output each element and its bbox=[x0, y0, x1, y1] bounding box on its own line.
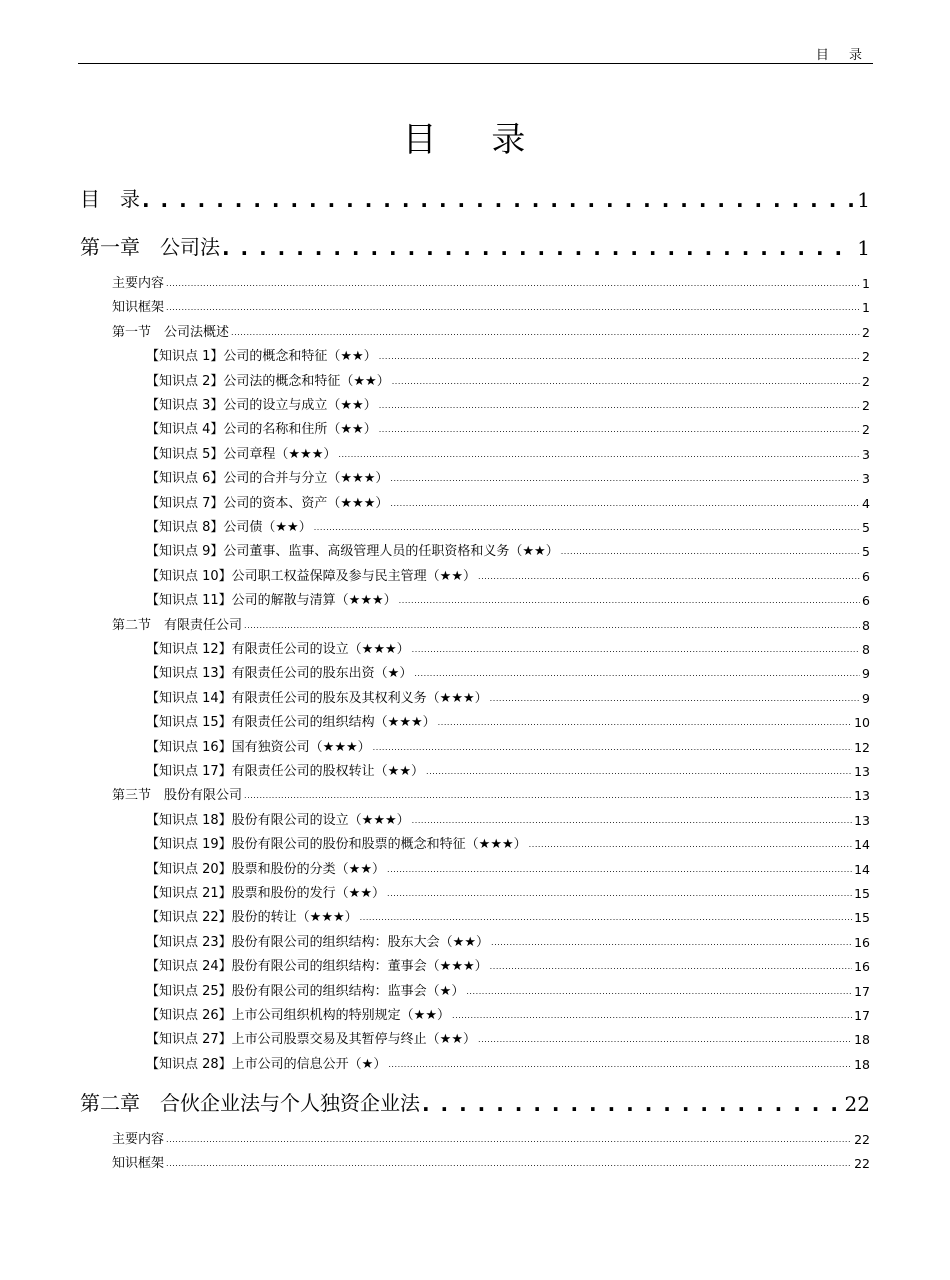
toc-page-number: 4 bbox=[862, 495, 870, 511]
toc-entry-title: 【知识点 2】公司法的概念和特征（★★） bbox=[146, 373, 390, 389]
toc-page-number: 14 bbox=[854, 837, 870, 853]
toc-dot-leader bbox=[426, 765, 852, 779]
toc-page-number: 13 bbox=[854, 812, 870, 828]
toc-entry-title: 【知识点 24】股份有限公司的组织结构：董事会（★★★） bbox=[146, 959, 488, 975]
toc-page-number: 2 bbox=[862, 398, 870, 413]
toc-topic-entry[interactable] bbox=[146, 639, 870, 657]
toc-page-number: 14 bbox=[854, 861, 870, 877]
toc-entry-title: 【知识点 11】公司的解散与清算（★★★） bbox=[146, 593, 397, 609]
toc-entry-title: 第二章 合伙企业法与个人独资企业法 bbox=[80, 1090, 420, 1115]
toc-dot-leader bbox=[387, 887, 852, 901]
toc-dot-leader bbox=[392, 375, 860, 389]
toc-dot-leader bbox=[231, 326, 860, 340]
toc-entry-title: 主要内容 bbox=[112, 1131, 165, 1147]
toc-page-number: 3 bbox=[862, 471, 870, 487]
toc-entry-title: 第一章 公司法 bbox=[80, 235, 220, 259]
page-title: 目 录 bbox=[402, 120, 548, 160]
toc-entry-title: 第一节 公司法概述 bbox=[112, 324, 230, 340]
toc-page-number: 1 bbox=[862, 300, 870, 316]
toc-topic-entry[interactable] bbox=[146, 810, 870, 828]
toc-dot-leader bbox=[438, 716, 852, 730]
toc-dot-leader bbox=[491, 936, 852, 950]
toc-entry-title: 【知识点 15】有限责任公司的组织结构（★★★） bbox=[146, 715, 436, 731]
toc-topic-entry[interactable] bbox=[146, 1005, 870, 1023]
toc-page-number: 13 bbox=[854, 764, 870, 779]
toc-topic-entry[interactable] bbox=[146, 468, 870, 486]
toc-dot-leader bbox=[478, 570, 860, 584]
toc-entry-title: 第三节 股份有限公司 bbox=[112, 788, 243, 804]
toc-topic-entry[interactable] bbox=[146, 834, 870, 852]
toc-page-number: 5 bbox=[862, 520, 870, 535]
toc-dot-leader bbox=[244, 789, 852, 803]
toc-page-number: 6 bbox=[862, 593, 870, 609]
toc-entry-title: 【知识点 10】公司职工权益保障及参与民主管理（★★） bbox=[146, 568, 476, 584]
toc-dot-leader bbox=[142, 188, 855, 212]
toc-dot-leader bbox=[478, 1033, 852, 1047]
toc-dot-leader bbox=[166, 277, 860, 291]
toc-chapter-entry[interactable] bbox=[80, 186, 870, 212]
toc-page-number: 10 bbox=[854, 715, 870, 731]
toc-dot-leader bbox=[490, 960, 852, 974]
toc-entry-title: 【知识点 7】公司的资本、资产（★★★） bbox=[146, 495, 389, 511]
toc-entry-title: 第二节 有限责任公司 bbox=[112, 617, 243, 633]
toc-entry-title: 知识框架 bbox=[112, 1156, 165, 1172]
toc-dot-leader bbox=[387, 863, 852, 877]
toc-page-number: 9 bbox=[862, 666, 870, 682]
toc-entry-title: 【知识点 5】公司章程（★★★） bbox=[146, 446, 337, 462]
toc-dot-leader bbox=[360, 911, 852, 925]
toc-dot-leader bbox=[490, 692, 860, 706]
toc-section-entry[interactable] bbox=[112, 273, 870, 291]
toc-entry-title: 【知识点 3】公司的设立与成立（★★） bbox=[146, 398, 377, 413]
toc-topic-entry[interactable] bbox=[146, 371, 870, 389]
toc-entry-title: 【知识点 27】上市公司股票交易及其暂停与终止（★★） bbox=[146, 1032, 476, 1048]
toc-page-number: 2 bbox=[862, 349, 870, 365]
toc-page-number: 2 bbox=[862, 324, 870, 340]
toc-entry-title: 【知识点 12】有限责任公司的设立（★★★） bbox=[146, 642, 410, 657]
toc-dot-leader bbox=[166, 301, 860, 315]
toc-topic-entry[interactable] bbox=[146, 590, 870, 608]
toc-page-number: 17 bbox=[854, 1008, 870, 1023]
toc-topic-entry[interactable] bbox=[146, 956, 870, 974]
toc-page-number: 13 bbox=[854, 788, 870, 804]
toc-dot-leader bbox=[388, 1058, 852, 1072]
toc-topic-entry[interactable] bbox=[146, 493, 870, 511]
toc-chapter-entry[interactable] bbox=[80, 234, 870, 260]
toc-topic-entry[interactable] bbox=[146, 688, 870, 706]
toc-dot-leader bbox=[561, 545, 860, 559]
toc-dot-leader bbox=[422, 1092, 843, 1116]
toc-topic-entry[interactable] bbox=[146, 1029, 870, 1047]
toc-topic-entry[interactable] bbox=[146, 444, 870, 462]
toc-section-entry[interactable] bbox=[112, 615, 870, 633]
toc-entry-title: 【知识点 16】国有独资公司（★★★） bbox=[146, 739, 371, 755]
toc-page-number: 9 bbox=[862, 690, 870, 706]
running-header: 目 录 bbox=[815, 48, 870, 63]
toc-topic-entry[interactable] bbox=[146, 395, 870, 413]
toc-page-number: 22 bbox=[844, 1091, 870, 1116]
toc-entry-title: 【知识点 25】股份有限公司的组织结构：监事会（★） bbox=[146, 983, 465, 999]
toc-page-number: 2 bbox=[862, 373, 870, 389]
toc-dot-leader bbox=[338, 448, 860, 462]
toc-dot-leader bbox=[414, 667, 860, 681]
toc-section-entry[interactable] bbox=[112, 1153, 870, 1171]
toc-entry-title: 【知识点 22】股份的转让（★★★） bbox=[146, 910, 358, 926]
toc-topic-entry[interactable] bbox=[146, 981, 870, 999]
toc-page-number: 3 bbox=[862, 446, 870, 462]
toc-page-number: 18 bbox=[854, 1032, 870, 1048]
toc-dot-leader bbox=[379, 399, 860, 413]
toc-entry-title: 【知识点 26】上市公司组织机构的特别规定（★★） bbox=[146, 1008, 450, 1023]
toc-topic-entry[interactable] bbox=[146, 1054, 870, 1072]
toc-dot-leader bbox=[373, 741, 852, 755]
toc-dot-leader bbox=[412, 643, 860, 657]
toc-entry-title: 【知识点 4】公司的名称和住所（★★） bbox=[146, 422, 377, 438]
toc-entry-title: 【知识点 23】股份有限公司的组织结构：股东大会（★★） bbox=[146, 934, 489, 950]
toc-topic-entry[interactable] bbox=[146, 883, 870, 901]
toc-entry-title: 【知识点 19】股份有限公司的股份和股票的概念和特征（★★★） bbox=[146, 837, 527, 853]
toc-entry-title: 【知识点 14】有限责任公司的股东及其权利义务（★★★） bbox=[146, 690, 488, 706]
toc-entry-title: 【知识点 1】公司的概念和特征（★★） bbox=[146, 349, 377, 365]
toc-topic-entry[interactable] bbox=[146, 932, 870, 950]
header-rule bbox=[78, 63, 873, 64]
toc-topic-entry[interactable] bbox=[146, 419, 870, 437]
toc-page-number: 8 bbox=[862, 617, 870, 633]
toc-page-number: 2 bbox=[862, 422, 870, 438]
toc-page-number: 8 bbox=[862, 642, 870, 657]
toc-entry-title: 【知识点 8】公司债（★★） bbox=[146, 520, 312, 535]
toc-topic-entry[interactable] bbox=[146, 566, 870, 584]
toc-entry-title: 【知识点 21】股票和股份的发行（★★） bbox=[146, 886, 385, 901]
toc-dot-leader bbox=[412, 814, 852, 828]
toc-dot-leader bbox=[452, 1009, 852, 1023]
toc-chapter-entry[interactable] bbox=[80, 1090, 870, 1116]
toc-topic-entry[interactable] bbox=[146, 517, 870, 535]
toc-topic-entry[interactable] bbox=[146, 663, 870, 681]
toc-page-number: 16 bbox=[854, 934, 870, 950]
toc-entry-title: 【知识点 9】公司董事、监事、高级管理人员的任职资格和义务（★★） bbox=[146, 544, 559, 560]
toc-topic-entry[interactable] bbox=[146, 859, 870, 877]
toc-page-number: 16 bbox=[854, 959, 870, 975]
toc-entry-title: 【知识点 13】有限责任公司的股东出资（★） bbox=[146, 666, 413, 682]
toc-entry-title: 【知识点 20】股票和股份的分类（★★） bbox=[146, 861, 385, 877]
toc-dot-leader bbox=[314, 521, 860, 535]
toc-page-number: 1 bbox=[857, 188, 870, 212]
toc-topic-entry[interactable] bbox=[146, 737, 870, 755]
toc-entry-title: 【知识点 28】上市公司的信息公开（★） bbox=[146, 1056, 387, 1072]
toc-entry-title: 【知识点 18】股份有限公司的设立（★★★） bbox=[146, 812, 410, 828]
toc-dot-leader bbox=[466, 985, 852, 999]
toc-page-number: 5 bbox=[862, 544, 870, 560]
toc-section-entry[interactable] bbox=[112, 297, 870, 315]
toc-dot-leader bbox=[379, 350, 860, 364]
toc-entry-title: 【知识点 6】公司的合并与分立（★★★） bbox=[146, 471, 389, 487]
toc-page-number: 22 bbox=[854, 1131, 870, 1147]
toc-page-number: 15 bbox=[854, 910, 870, 926]
toc-dot-leader bbox=[222, 236, 855, 260]
toc-dot-leader bbox=[166, 1133, 852, 1147]
toc-entry-title: 【知识点 17】有限责任公司的股权转让（★★） bbox=[146, 764, 424, 779]
toc-topic-entry[interactable] bbox=[146, 907, 870, 925]
toc-section-entry[interactable] bbox=[112, 1129, 870, 1147]
toc-entry-title: 知识框架 bbox=[112, 300, 165, 316]
toc-page-number: 1 bbox=[857, 236, 870, 260]
toc-page-number: 1 bbox=[862, 276, 870, 291]
toc-page-number: 17 bbox=[854, 983, 870, 999]
toc-dot-leader bbox=[390, 472, 860, 486]
toc-page-number: 15 bbox=[854, 886, 870, 901]
toc-section-entry[interactable] bbox=[112, 322, 870, 340]
toc-topic-entry[interactable] bbox=[146, 346, 870, 364]
toc-dot-leader bbox=[379, 423, 860, 437]
toc-dot-leader bbox=[244, 619, 860, 633]
toc-dot-leader bbox=[390, 497, 860, 511]
toc-section-entry[interactable] bbox=[112, 785, 870, 803]
toc-page-number: 18 bbox=[854, 1056, 870, 1072]
toc-page-number: 6 bbox=[862, 568, 870, 584]
toc-page-number: 22 bbox=[854, 1156, 870, 1172]
toc-topic-entry[interactable] bbox=[146, 541, 870, 559]
toc-entry-title: 主要内容 bbox=[112, 276, 165, 291]
toc-dot-leader bbox=[529, 838, 852, 852]
toc-topic-entry[interactable] bbox=[146, 712, 870, 730]
toc-page-number: 12 bbox=[854, 739, 870, 755]
toc-entry-title: 目 录 bbox=[80, 187, 140, 211]
toc-dot-leader bbox=[166, 1157, 852, 1171]
toc-topic-entry[interactable] bbox=[146, 761, 870, 779]
toc-dot-leader bbox=[399, 594, 860, 608]
